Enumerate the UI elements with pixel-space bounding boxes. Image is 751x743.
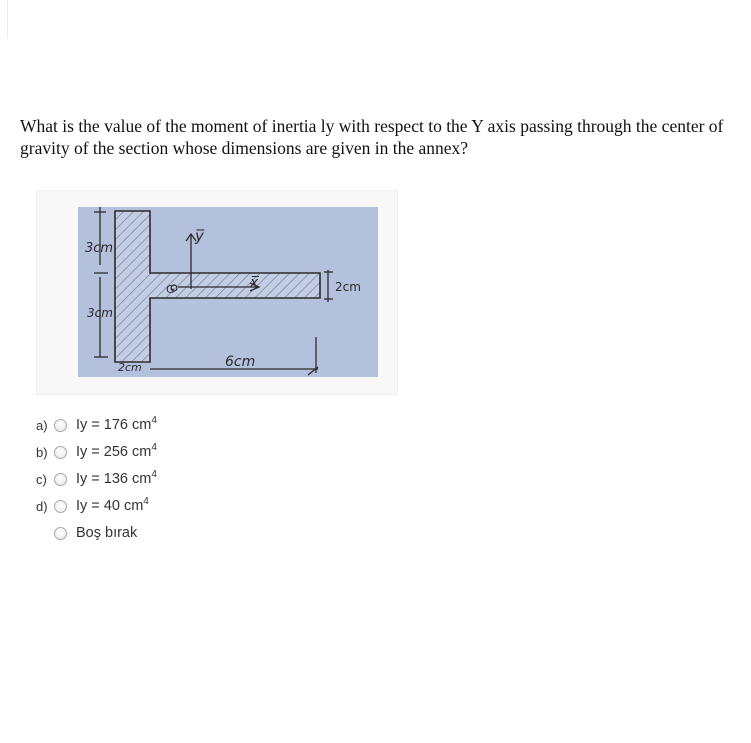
label-top-3cm: 3cm	[85, 241, 114, 256]
radio-button-icon[interactable]	[54, 419, 67, 432]
option-label: Iy = 136 $cm^4$	[76, 469, 157, 487]
page-edge-divider	[7, 0, 8, 38]
figure-panel	[36, 190, 398, 395]
radio-button-icon[interactable]	[54, 527, 67, 540]
option-c[interactable]	[36, 468, 236, 492]
option-leave-blank[interactable]	[36, 522, 236, 546]
option-b[interactable]	[36, 441, 236, 465]
option-letter: c)	[36, 472, 47, 487]
radio-button-icon[interactable]	[54, 473, 67, 486]
cross-section-drawing	[78, 207, 378, 377]
option-letter: b)	[36, 445, 48, 460]
label-2cm-bottom: 2cm	[118, 361, 142, 374]
label-6cm-bottom: 6cm	[225, 354, 256, 370]
radio-button-icon[interactable]	[54, 500, 67, 513]
option-letter: a)	[36, 418, 48, 433]
option-label: Boş bırak	[76, 525, 138, 541]
option-label: Iy = 176 $cm^4$	[76, 415, 157, 433]
option-a[interactable]	[36, 414, 236, 438]
option-letter: d)	[36, 499, 48, 514]
label-lower-3cm: 3cm	[87, 306, 113, 320]
question-text: What is the value of the moment of inertia ly with respect to the Y axis passing through the center of gravity of the section whose dimensions are given in the annex?	[20, 116, 724, 158]
radio-button-icon[interactable]	[54, 446, 67, 459]
label-x-axis: x̅	[250, 275, 259, 291]
cross-section-figure	[78, 207, 378, 377]
option-d[interactable]	[36, 495, 236, 519]
label-G: G	[166, 283, 175, 296]
label-2cm-right: 2cm	[335, 280, 361, 294]
label-y-axis: y̅	[195, 227, 204, 245]
option-label: Iy = 40 $cm^4$	[76, 496, 149, 514]
option-label: Iy = 256 $cm^4$	[76, 442, 157, 460]
